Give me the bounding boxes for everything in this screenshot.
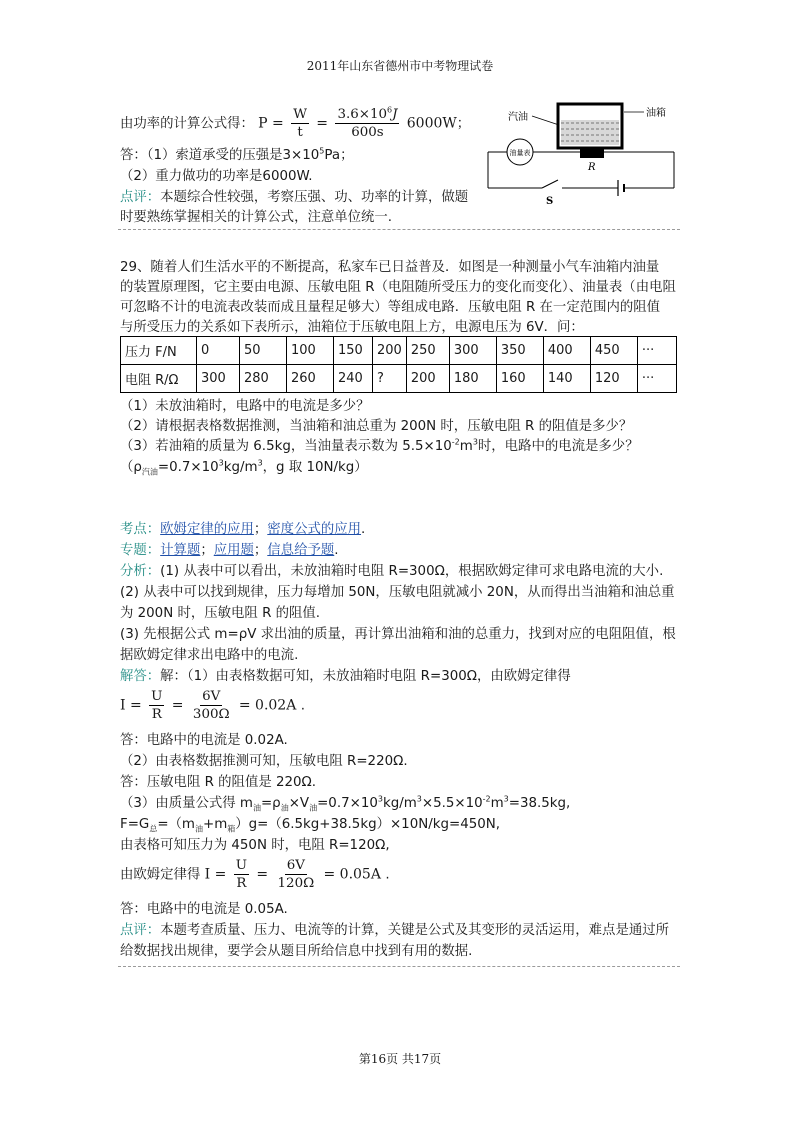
table-head: 压力 F/N [121, 337, 197, 365]
sub-question-3: （3）若油箱的质量为 6.5kg，当油量表示数为 $5.5\times 10^{-2}m^3$时，电路中的电流是多少？ [120, 437, 639, 454]
sub-question-1: （1）未放油箱时，电路中的电流是多少？ [120, 399, 370, 414]
pressure-resistance-table [120, 336, 677, 393]
table-cell: 140 [543, 365, 590, 393]
answer-a: 答：电路中的电流是 0.02A. [120, 733, 288, 748]
step-2: （2）由表格数据推测可知，压敏电阻 R=220Ω. [120, 754, 408, 769]
fuel-gauge-circuit-diagram [484, 98, 684, 210]
table-cell: 300 [449, 337, 496, 365]
page-footer: 第16页 共17页 [358, 1052, 442, 1066]
svg-text:汽油: 汽油 [508, 112, 528, 123]
question-29-line-4: 与所受压力的关系如下表所示，油箱位于压敏电阻上方，电源电压为 6V．问： [120, 320, 584, 335]
table-cell: 250 [406, 337, 449, 365]
table-cell: 280 [240, 365, 287, 393]
solution-line-1: 解答：解：（1）由表格数据可知，未放油箱时电阻 R=300Ω，由欧姆定律得 [120, 669, 571, 684]
zhuanti-line: 专题：计算题；应用题；信息给予题. [120, 543, 339, 558]
question-29-line-3: 可忽略不计的电流表改装而成且量程足够大）等组成电路．压敏电阻 R 在一定范围内的阻值 [120, 300, 661, 315]
power-formula: 由功率的计算公式得： P = $\frac{W}{t}$ = $\frac{3.6\times 10^6J}{600s}$ 6000W； [120, 105, 471, 140]
answer-b: 答：压敏电阻 R 的阻值是 220Ω. [120, 775, 317, 790]
comment-1: 点评：本题综合性较强，考察压强、功、功率的计算，做题 [120, 190, 469, 205]
table-cell: 240 [334, 365, 373, 393]
answer-2: （2）重力做功的功率是6000W. [120, 169, 313, 184]
table-cell: ··· [637, 337, 676, 365]
table-cell: 300 [197, 365, 240, 393]
table-cell: 180 [449, 365, 496, 393]
svg-text:油箱: 油箱 [646, 108, 666, 119]
divider-1 [118, 229, 680, 230]
table-cell: 200 [373, 337, 407, 365]
table-cell: 260 [287, 365, 334, 393]
kaodian-line: 考点：欧姆定律的应用；密度公式的应用. [120, 522, 366, 537]
table-cell: 120 [590, 365, 637, 393]
fraction-w-over-t: $\frac{W}{t}$ [293, 107, 307, 140]
step-3-resistance: 由表格可知压力为 450N 时，电阻 R=120Ω, [120, 838, 390, 853]
table-cell: 400 [543, 337, 590, 365]
question-29-line-1: 29、随着人们生活水平的不断提高，私家车已日益普及．如图是一种测量小气车油箱内油量 [120, 260, 660, 275]
table-cell: 50 [240, 337, 287, 365]
table-cell: 0 [197, 337, 240, 365]
svg-text:油量表: 油量表 [509, 149, 531, 157]
comment-2-line-2: 给数据找出规律，要学会从题目所给信息中找到有用的数据. [120, 944, 473, 959]
table-cell: 450 [590, 337, 637, 365]
answer-c: 答：电路中的电流是 0.05A. [120, 902, 288, 917]
question-29-line-2: 的装置原理图，它主要由电源、压敏电阻 R（电阻随所受压力的变化而变化）、油量表（由电阻 [120, 280, 676, 295]
analysis-line-4: (3) 先根据公式 m=ρV 求出油的质量，再计算出油箱和油的总重力，找到对应的电阻阻值，根 [120, 627, 676, 642]
svg-text:R: R [588, 162, 596, 173]
link-information[interactable]: 信息给予题 [267, 543, 335, 558]
table-cell: 160 [496, 365, 543, 393]
answer-1: 答：（1）索道承受的压强是$3\times 10^5Pa$； [120, 146, 354, 163]
comment-2-line-1: 点评：本题考查质量、压力、电流等的计算，关键是公式及其变形的灵活运用，难点是通过所 [120, 923, 670, 938]
table-cell: ··· [637, 365, 676, 393]
analysis-line-2: (2) 从表中可以找到规律，压力每增加 50N，压敏电阻就减小 20N，从而得出当油箱和油总重 [120, 585, 675, 600]
table-cell: 150 [334, 337, 373, 365]
sub-question-2: （2）请根据表格数据推测，当油箱和油总重为 200N 时，压敏电阻 R 的阻值是多少？ [120, 419, 633, 434]
link-density-formula[interactable]: 密度公式的应用 [267, 522, 362, 537]
given-density: （$\rho_{汽油}=0.7\times 10^3kg/m^3$，g 取 10N/kg） [120, 458, 368, 477]
link-ohms-law[interactable]: 欧姆定律的应用 [160, 522, 254, 537]
analysis-line-1: 分析：(1) 从表中可以看出，未放油箱时电阻 R=300Ω，根据欧姆定律可求电路电流的大小. [120, 564, 664, 579]
table-row-pressure [121, 337, 677, 365]
equation-2: 由欧姆定律得 I = $\frac{U}{R}$ = $\frac{6V}{120\Omega}$ = 0.05A . [120, 858, 390, 891]
table-cell: 100 [287, 337, 334, 365]
step-3-force: $F=G_总=(m_油+m_箱)g=(6.5kg+38.5kg)\times 10N/kg=450N$, [120, 817, 501, 834]
step-3-mass: （3）由质量公式得 $m_油=\rho_油\times V_油=0.7\times 10^3kg/m^3\times 5.5\times 10^{-2}m^3=38.5kg$, [120, 794, 571, 813]
svg-text:S: S [546, 196, 554, 207]
comment-1-line2: 时要熟练掌握相关的计算公式，注意单位统一. [120, 210, 393, 225]
table-row-resistance [121, 365, 677, 393]
divider-2 [118, 966, 680, 967]
table-cell: ? [373, 365, 407, 393]
table-cell: 200 [406, 365, 449, 393]
analysis-line-3: 为 200N 时，压敏电阻 R 的阻值. [120, 606, 321, 621]
table-cell: 350 [496, 337, 543, 365]
link-application[interactable]: 应用题 [213, 543, 254, 558]
equation-1: I = $\frac{U}{R}$ = $\frac{6V}{300\Omega}$ = 0.02A . [120, 689, 306, 722]
link-calculation[interactable]: 计算题 [160, 543, 201, 558]
fraction-energy-over-time: $\frac{3.6\times 10^6J}{600s}$ [337, 105, 398, 140]
page-header: 2011年山东省德州市中考物理试卷 [306, 59, 494, 73]
table-head: 电阻 R/Ω [121, 365, 197, 393]
analysis-line-5: 据欧姆定律求出电路中的电流. [120, 648, 299, 663]
